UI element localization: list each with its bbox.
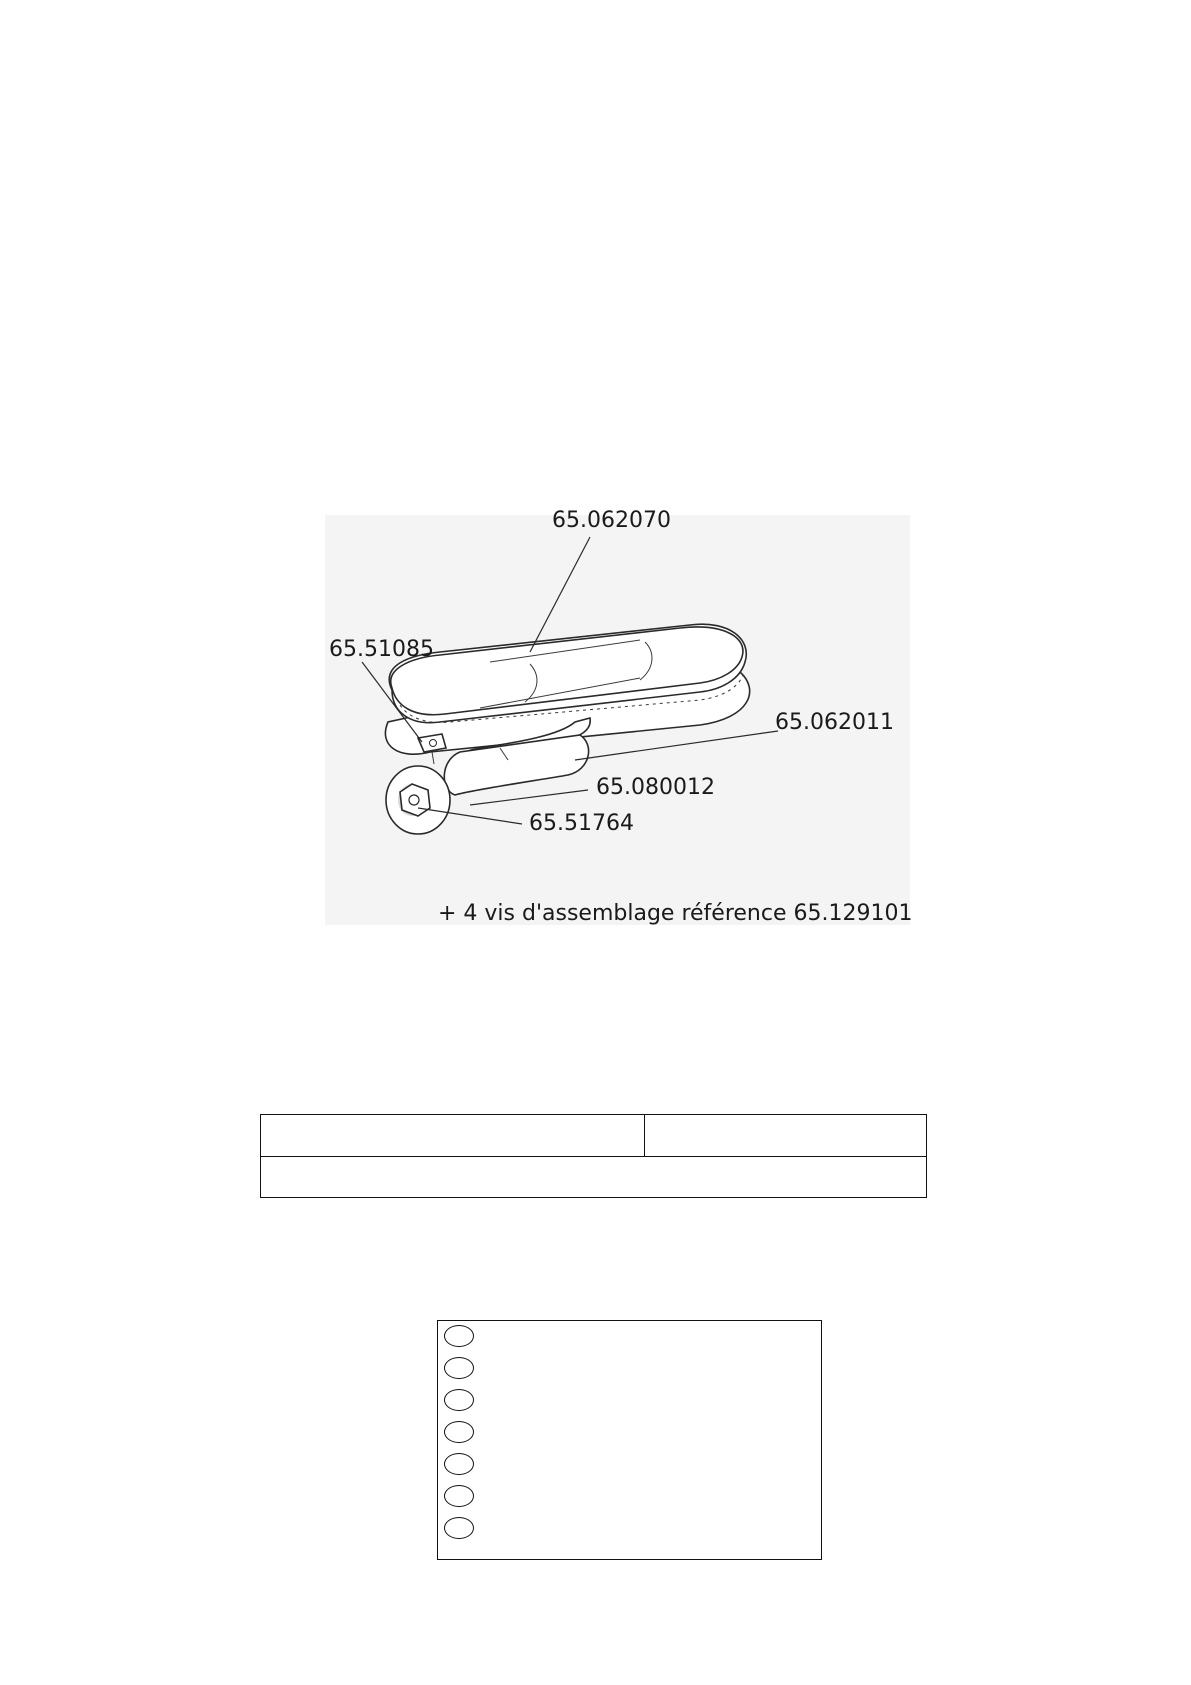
callout-top-plate: 65.062070 [552, 508, 671, 533]
legend-box [437, 1320, 822, 1560]
table-cell-left [261, 1115, 645, 1156]
legend-marker-7 [444, 1517, 474, 1539]
legend-marker-5 [444, 1453, 474, 1475]
callout-thermocouple: 65.51085 [329, 637, 434, 662]
assembly-note: + 4 vis d'assemblage référence 65.129101 [438, 901, 913, 926]
legend-marker-2 [444, 1357, 474, 1379]
legend-marker-6 [444, 1485, 474, 1507]
reference-table [260, 1114, 927, 1198]
legend-marker-3 [444, 1389, 474, 1411]
thermocouple-tip [430, 740, 437, 747]
callout-burner-body: 65.062011 [775, 710, 894, 735]
table-cell-right [645, 1115, 926, 1156]
legend-marker-4 [444, 1421, 474, 1443]
injector-orifice [409, 795, 419, 805]
table-row [261, 1115, 926, 1157]
callout-venturi: 65.080012 [596, 775, 715, 800]
callout-injector: 65.51764 [529, 811, 634, 836]
table-row-wide [261, 1157, 926, 1197]
legend-marker-1 [444, 1325, 474, 1347]
